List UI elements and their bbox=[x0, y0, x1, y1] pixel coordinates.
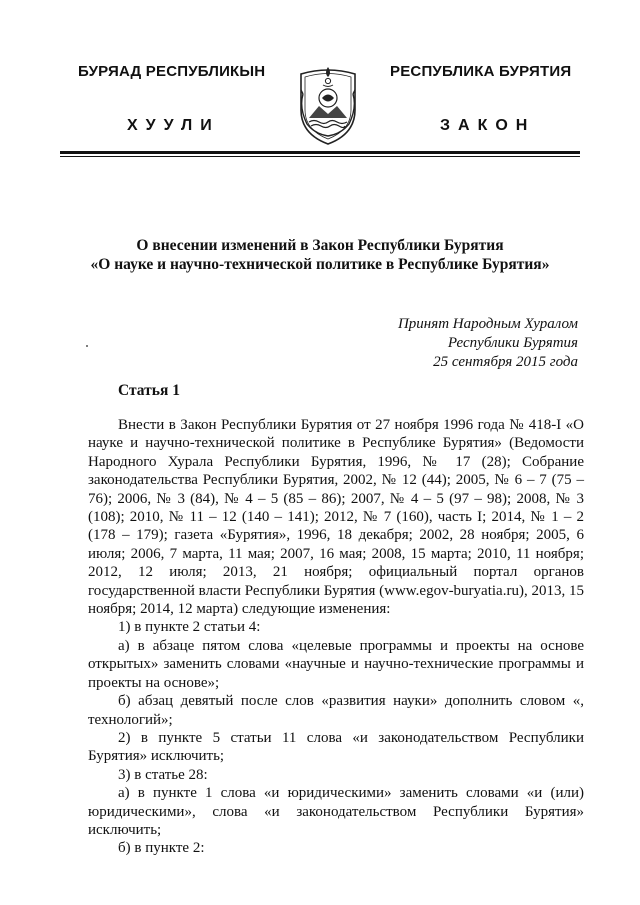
header-divider-thin bbox=[60, 156, 580, 157]
header-left-subtitle: ХУУЛИ bbox=[127, 117, 220, 134]
article-paragraph: б) в пункте 2: bbox=[118, 840, 205, 857]
law-title bbox=[60, 236, 580, 274]
adoption-line-1: Принят Народным Хуралом bbox=[397, 316, 578, 332]
law-title-line-1: О внесении изменений в Закон Республики Бурятия bbox=[136, 237, 504, 254]
adoption-note bbox=[398, 315, 578, 372]
article-heading: Статья 1 bbox=[118, 382, 180, 399]
coat-of-arms-icon bbox=[297, 64, 359, 146]
adoption-line-2: Республики Бурятия bbox=[447, 335, 578, 351]
article-paragraph: а) в пункте 1 слова «и юридическими» заменить словами «и (или) юридическими», слова «и законодательством Республики Бурятия» исключить; bbox=[88, 785, 584, 838]
scan-speck bbox=[86, 345, 88, 347]
article-paragraph: Внести в Закон Республики Бурятия от 27 ноября 1996 года № 418-I «О науке и научно-технической политике в Республике Бурятия» (Ведомости Народного Хурала Республики Бурятия, 1996, № 17 (28); Собрание законодательства Республики Бурятия, 2002, № 12 (44); 2005, № 6 – 7 (75 – 76); 2006, № 3 (84), № 4 – 5 (85 – 86); 2007, № 4 – 5 (97 – 98); 2008, № 3 (108); 2010, № 11 – 12 (140 – 141); 2012, № 7 (160), часть I; 2014, № 1 – 2 (178 – 179); газета «Бурятия», 1996, 18 декабря; 2002, 28 ноября; 2005, 6 июля; 2006, 7 марта, 11 мая; 2007, 16 мая; 2008, 15 марта; 2010, 11 ноября; 2012, 12 июля; 2013, 21 ноября; официальный портал органов государственной власти Республики Бурятия (www.egov-buryatia.ru), 2013, 15 ноября; 2014, 12 марта) следующие изменения: bbox=[88, 417, 584, 618]
article-paragraph: а) в абзаце пятом слова «целевые программы и проекты на основе открытых» заменить словами «научные и научно-технические программы и проекты на основе»; bbox=[88, 637, 584, 691]
adoption-date: 25 сентября 2015 года bbox=[433, 354, 578, 370]
article-paragraph: б) абзац девятый после слов «развития науки» дополнить словом «, технологий»; bbox=[88, 693, 584, 728]
article-paragraph: 1) в пункте 2 статьи 4: bbox=[118, 619, 261, 636]
header-left-title: БУРЯАД РЕСПУБЛИКЫН bbox=[78, 63, 266, 80]
header-divider-thick bbox=[60, 151, 580, 154]
header-right-subtitle: ЗАКОН bbox=[440, 117, 536, 134]
article-body bbox=[88, 416, 584, 858]
law-title-line-2: «О науке и научно-технической политике в Республике Бурятия» bbox=[90, 256, 550, 273]
article-paragraph: 2) в пункте 5 статьи 11 слова «и законодательством Республики Бурятия» исключить; bbox=[88, 729, 584, 765]
header-right-title: РЕСПУБЛИКА БУРЯТИЯ bbox=[390, 63, 572, 80]
article-paragraph: 3) в статье 28: bbox=[118, 766, 208, 783]
